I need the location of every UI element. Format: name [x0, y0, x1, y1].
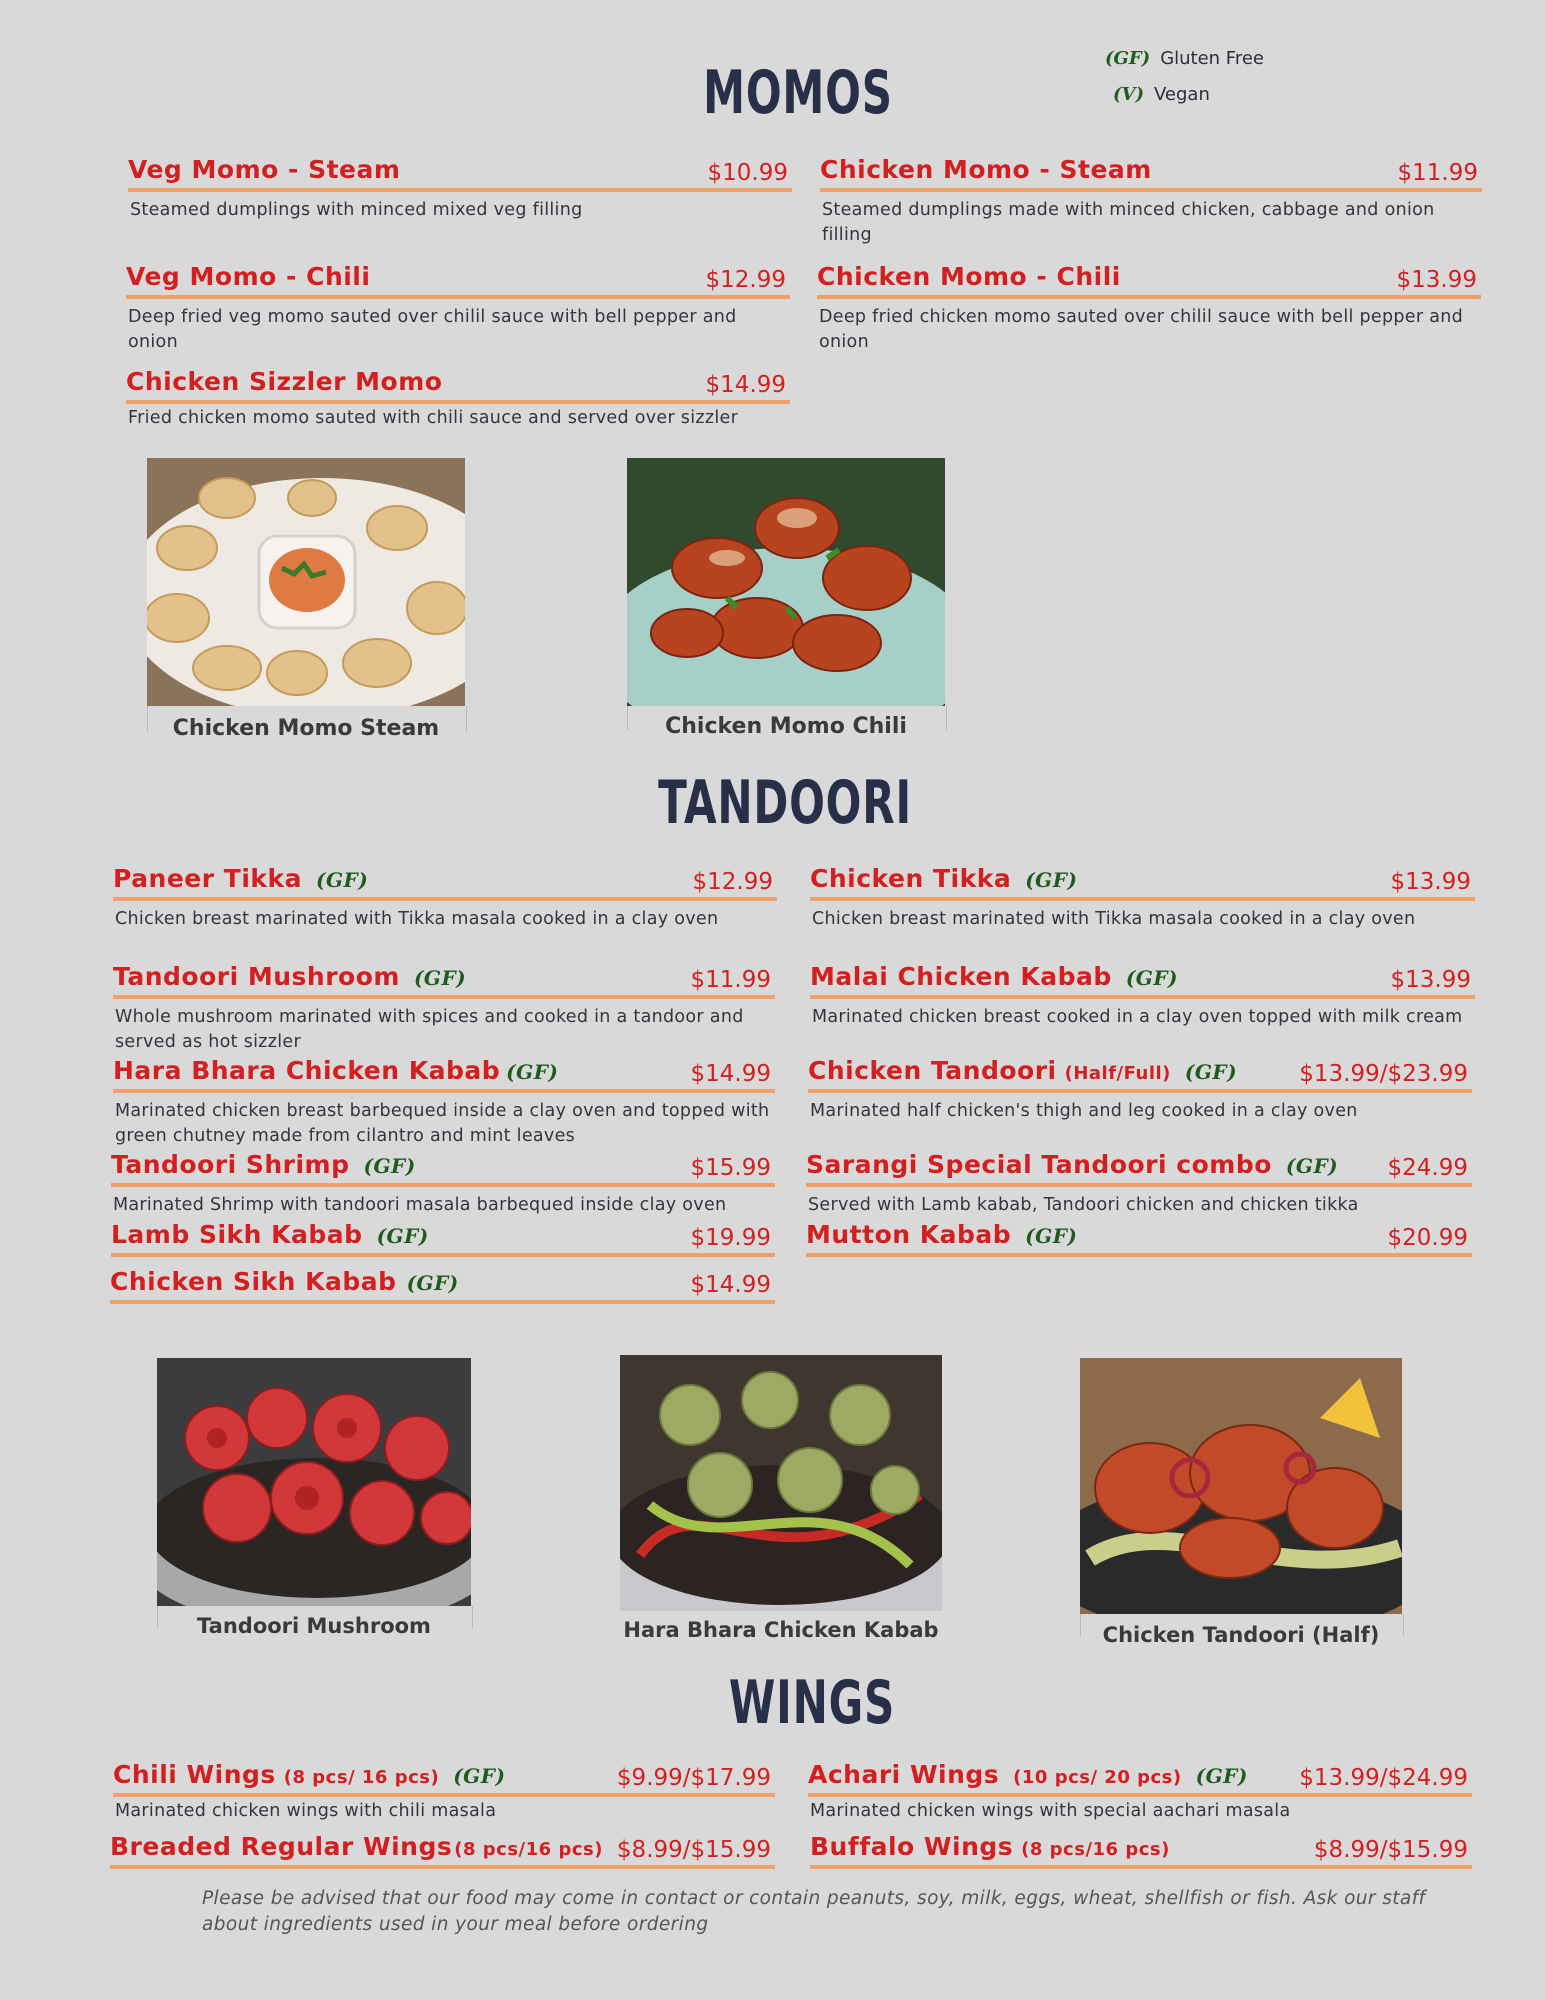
menu-item: [808, 1049, 1472, 1124]
item-name: Hara Bhara Chicken Kabab (GF): [113, 1056, 559, 1085]
item-price: $8.99/$15.99: [1313, 1837, 1468, 1863]
item-price: $10.99: [707, 160, 788, 186]
item-name: Buffalo Wings (8 pcs/16 pcs): [810, 1832, 1170, 1861]
gf-tag: (GF): [506, 1060, 559, 1084]
item-price: $12.99: [692, 869, 773, 895]
item-price: $11.99: [690, 967, 771, 993]
item-name: Malai Chicken Kabab (GF): [810, 962, 1179, 991]
menu-item: [111, 1213, 775, 1257]
menu-item: [820, 148, 1482, 248]
item-price: $24.99: [1387, 1155, 1468, 1181]
item-name: Veg Momo - Chili: [126, 262, 371, 291]
item-name: Tandoori Shrimp (GF): [111, 1150, 416, 1179]
menu-item: [126, 360, 790, 431]
item-price: $13.99: [1396, 267, 1477, 293]
item-desc: Whole mushroom marinated with spices and cooked in a tandoor and served as hot sizzler: [115, 1007, 744, 1052]
photo-chicken-tandoori-half: [1080, 1358, 1402, 1614]
item-qty: (8 pcs/ 16 pcs): [283, 1767, 440, 1788]
item-desc: Deep fried chicken momo sauted over chilil sauce with bell pepper and onion: [819, 307, 1464, 352]
item-name: Achari Wings (10 pcs/ 20 pcs) (GF): [808, 1760, 1248, 1789]
item-desc: Served with Lamb kabab, Tandoori chicken and chicken tikka: [808, 1195, 1359, 1215]
item-name: Chicken Sikh Kabab (GF): [110, 1267, 459, 1296]
gf-tag: (GF): [1025, 868, 1078, 892]
menu-item: [113, 1049, 775, 1149]
item-desc: Marinated Shrimp with tandoori masala barbequed inside clay oven: [113, 1195, 727, 1215]
gf-tag: (GF): [1184, 1060, 1238, 1084]
item-desc: Fried chicken momo sauted with chili sauce and served over sizzler: [128, 408, 739, 428]
item-price: $14.99: [705, 372, 786, 398]
item-name: Paneer Tikka (GF): [113, 864, 369, 893]
item-price: $13.99: [1390, 967, 1471, 993]
allergen-note: Please be advised that our food may come in contact or contain peanuts, soy, milk, eggs, wheat, shellfish or fish. Ask our staff about ingredients used in your meal before ordering: [202, 1888, 1426, 1935]
section-title-tandoori: TANDOORI: [658, 768, 912, 838]
item-qty: (10 pcs/ 20 pcs): [1013, 1767, 1182, 1788]
gf-tag: (GF): [1285, 1154, 1339, 1178]
item-name: Lamb Sikh Kabab (GF): [111, 1220, 429, 1249]
v-label: Vegan: [1154, 84, 1210, 105]
menu-item: [810, 857, 1475, 932]
item-desc: Chicken breast marinated with Tikka masala cooked in a clay oven: [115, 909, 719, 929]
item-desc: Steamed dumplings with minced mixed veg filling: [130, 200, 583, 220]
gf-tag: (GF): [406, 1271, 459, 1295]
item-name: Sarangi Special Tandoori combo (GF): [806, 1150, 1339, 1179]
gf-tag: (GF): [1025, 1224, 1078, 1248]
menu-item: [126, 255, 790, 355]
gf-tag: (GF): [316, 868, 369, 892]
gf-tag: (GF): [1195, 1764, 1248, 1788]
item-desc: Marinated chicken wings with chili masala: [115, 1801, 497, 1821]
item-name: Tandoori Mushroom (GF): [113, 962, 467, 991]
item-price: $19.99: [690, 1225, 771, 1251]
item-name: Chicken Tandoori (Half/Full) (GF): [808, 1056, 1238, 1085]
legend-gluten-free: [1105, 48, 1264, 69]
item-desc: Steamed dumplings made with minced chicken, cabbage and onion filling: [822, 200, 1435, 245]
item-price: $12.99: [705, 267, 786, 293]
item-name: Chicken Tikka (GF): [810, 864, 1078, 893]
photo-hara-bhara-chicken-kabab: [620, 1355, 942, 1611]
item-price: $14.99: [690, 1061, 771, 1087]
photo-chicken-momo-chili: [627, 458, 945, 706]
gf-tag: (GF): [363, 1154, 416, 1178]
gf-label: Gluten Free: [1160, 48, 1265, 69]
item-desc: Marinated chicken breast cooked in a clay oven topped with milk cream: [812, 1007, 1463, 1027]
gf-tag: (GF): [1105, 48, 1151, 69]
item-name: Chicken Sizzler Momo: [126, 367, 443, 396]
menu-item: [128, 148, 792, 223]
item-price: $8.99/$15.99: [616, 1837, 771, 1863]
item-price: $13.99: [1390, 869, 1471, 895]
menu-item: [810, 1825, 1472, 1869]
gf-tag: (GF): [376, 1224, 429, 1248]
item-price: $14.99: [690, 1272, 771, 1298]
photo-caption: Tandoori Mushroom: [197, 1614, 431, 1638]
item-name: Chicken Momo - Steam: [820, 155, 1152, 184]
photo-chicken-momo-steam: [147, 458, 465, 706]
item-desc: Chicken breast marinated with Tikka masala cooked in a clay oven: [812, 909, 1416, 929]
menu-item: [817, 255, 1481, 355]
gf-tag: (GF): [413, 966, 467, 990]
menu-item: [806, 1213, 1472, 1257]
photo-tandoori-mushroom: [157, 1358, 471, 1606]
menu-item: [810, 955, 1475, 1030]
photo-caption: Chicken Momo Steam: [172, 716, 440, 741]
menu-item: [110, 1825, 775, 1869]
item-name: Chicken Momo - Chili: [817, 262, 1121, 291]
item-name: Breaded Regular Wings (8 pcs/16 pcs): [110, 1832, 603, 1861]
item-price: $11.99: [1397, 160, 1478, 186]
item-desc: Marinated chicken breast barbequed inside a clay oven and topped with green chutney made from cilantro and mint leaves: [115, 1101, 770, 1146]
menu-item: [110, 1260, 775, 1304]
item-name: Mutton Kabab (GF): [806, 1220, 1078, 1249]
item-name: Veg Momo - Steam: [128, 155, 401, 184]
menu-item: [113, 857, 777, 932]
item-price: $9.99/$17.99: [616, 1765, 771, 1791]
item-price: $20.99: [1387, 1225, 1468, 1251]
item-desc: Marinated chicken wings with special aachari masala: [810, 1801, 1291, 1821]
item-desc: Deep fried veg momo sauted over chilil sauce with bell pepper and onion: [128, 307, 737, 352]
item-qty: (8 pcs/16 pcs): [454, 1839, 603, 1860]
item-price: $15.99: [690, 1155, 771, 1181]
photo-caption: Chicken Tandoori (Half): [1102, 1623, 1380, 1647]
v-tag: (V): [1113, 84, 1144, 105]
section-title-wings: WINGS: [728, 1668, 896, 1738]
item-price: $13.99/$23.99: [1299, 1061, 1468, 1087]
item-qty: (Half/Full): [1064, 1063, 1171, 1084]
menu-item: [806, 1143, 1472, 1218]
menu-item: [111, 1143, 775, 1218]
menu-item: [113, 955, 775, 1055]
gf-tag: (GF): [453, 1764, 506, 1788]
gf-tag: (GF): [1125, 966, 1179, 990]
menu-item: [113, 1753, 775, 1824]
section-title-momos: MOMOS: [703, 58, 893, 128]
menu-item: [808, 1753, 1472, 1824]
legend-vegan: [1113, 84, 1210, 105]
item-price: $13.99/$24.99: [1299, 1765, 1468, 1791]
photo-caption: Hara Bhara Chicken Kabab: [623, 1618, 939, 1642]
item-qty: (8 pcs/16 pcs): [1021, 1839, 1170, 1860]
item-name: Chili Wings (8 pcs/ 16 pcs) (GF): [113, 1760, 506, 1789]
item-desc: Marinated half chicken's thigh and leg cooked in a clay oven: [810, 1101, 1358, 1121]
photo-caption: Chicken Momo Chili: [665, 714, 907, 739]
